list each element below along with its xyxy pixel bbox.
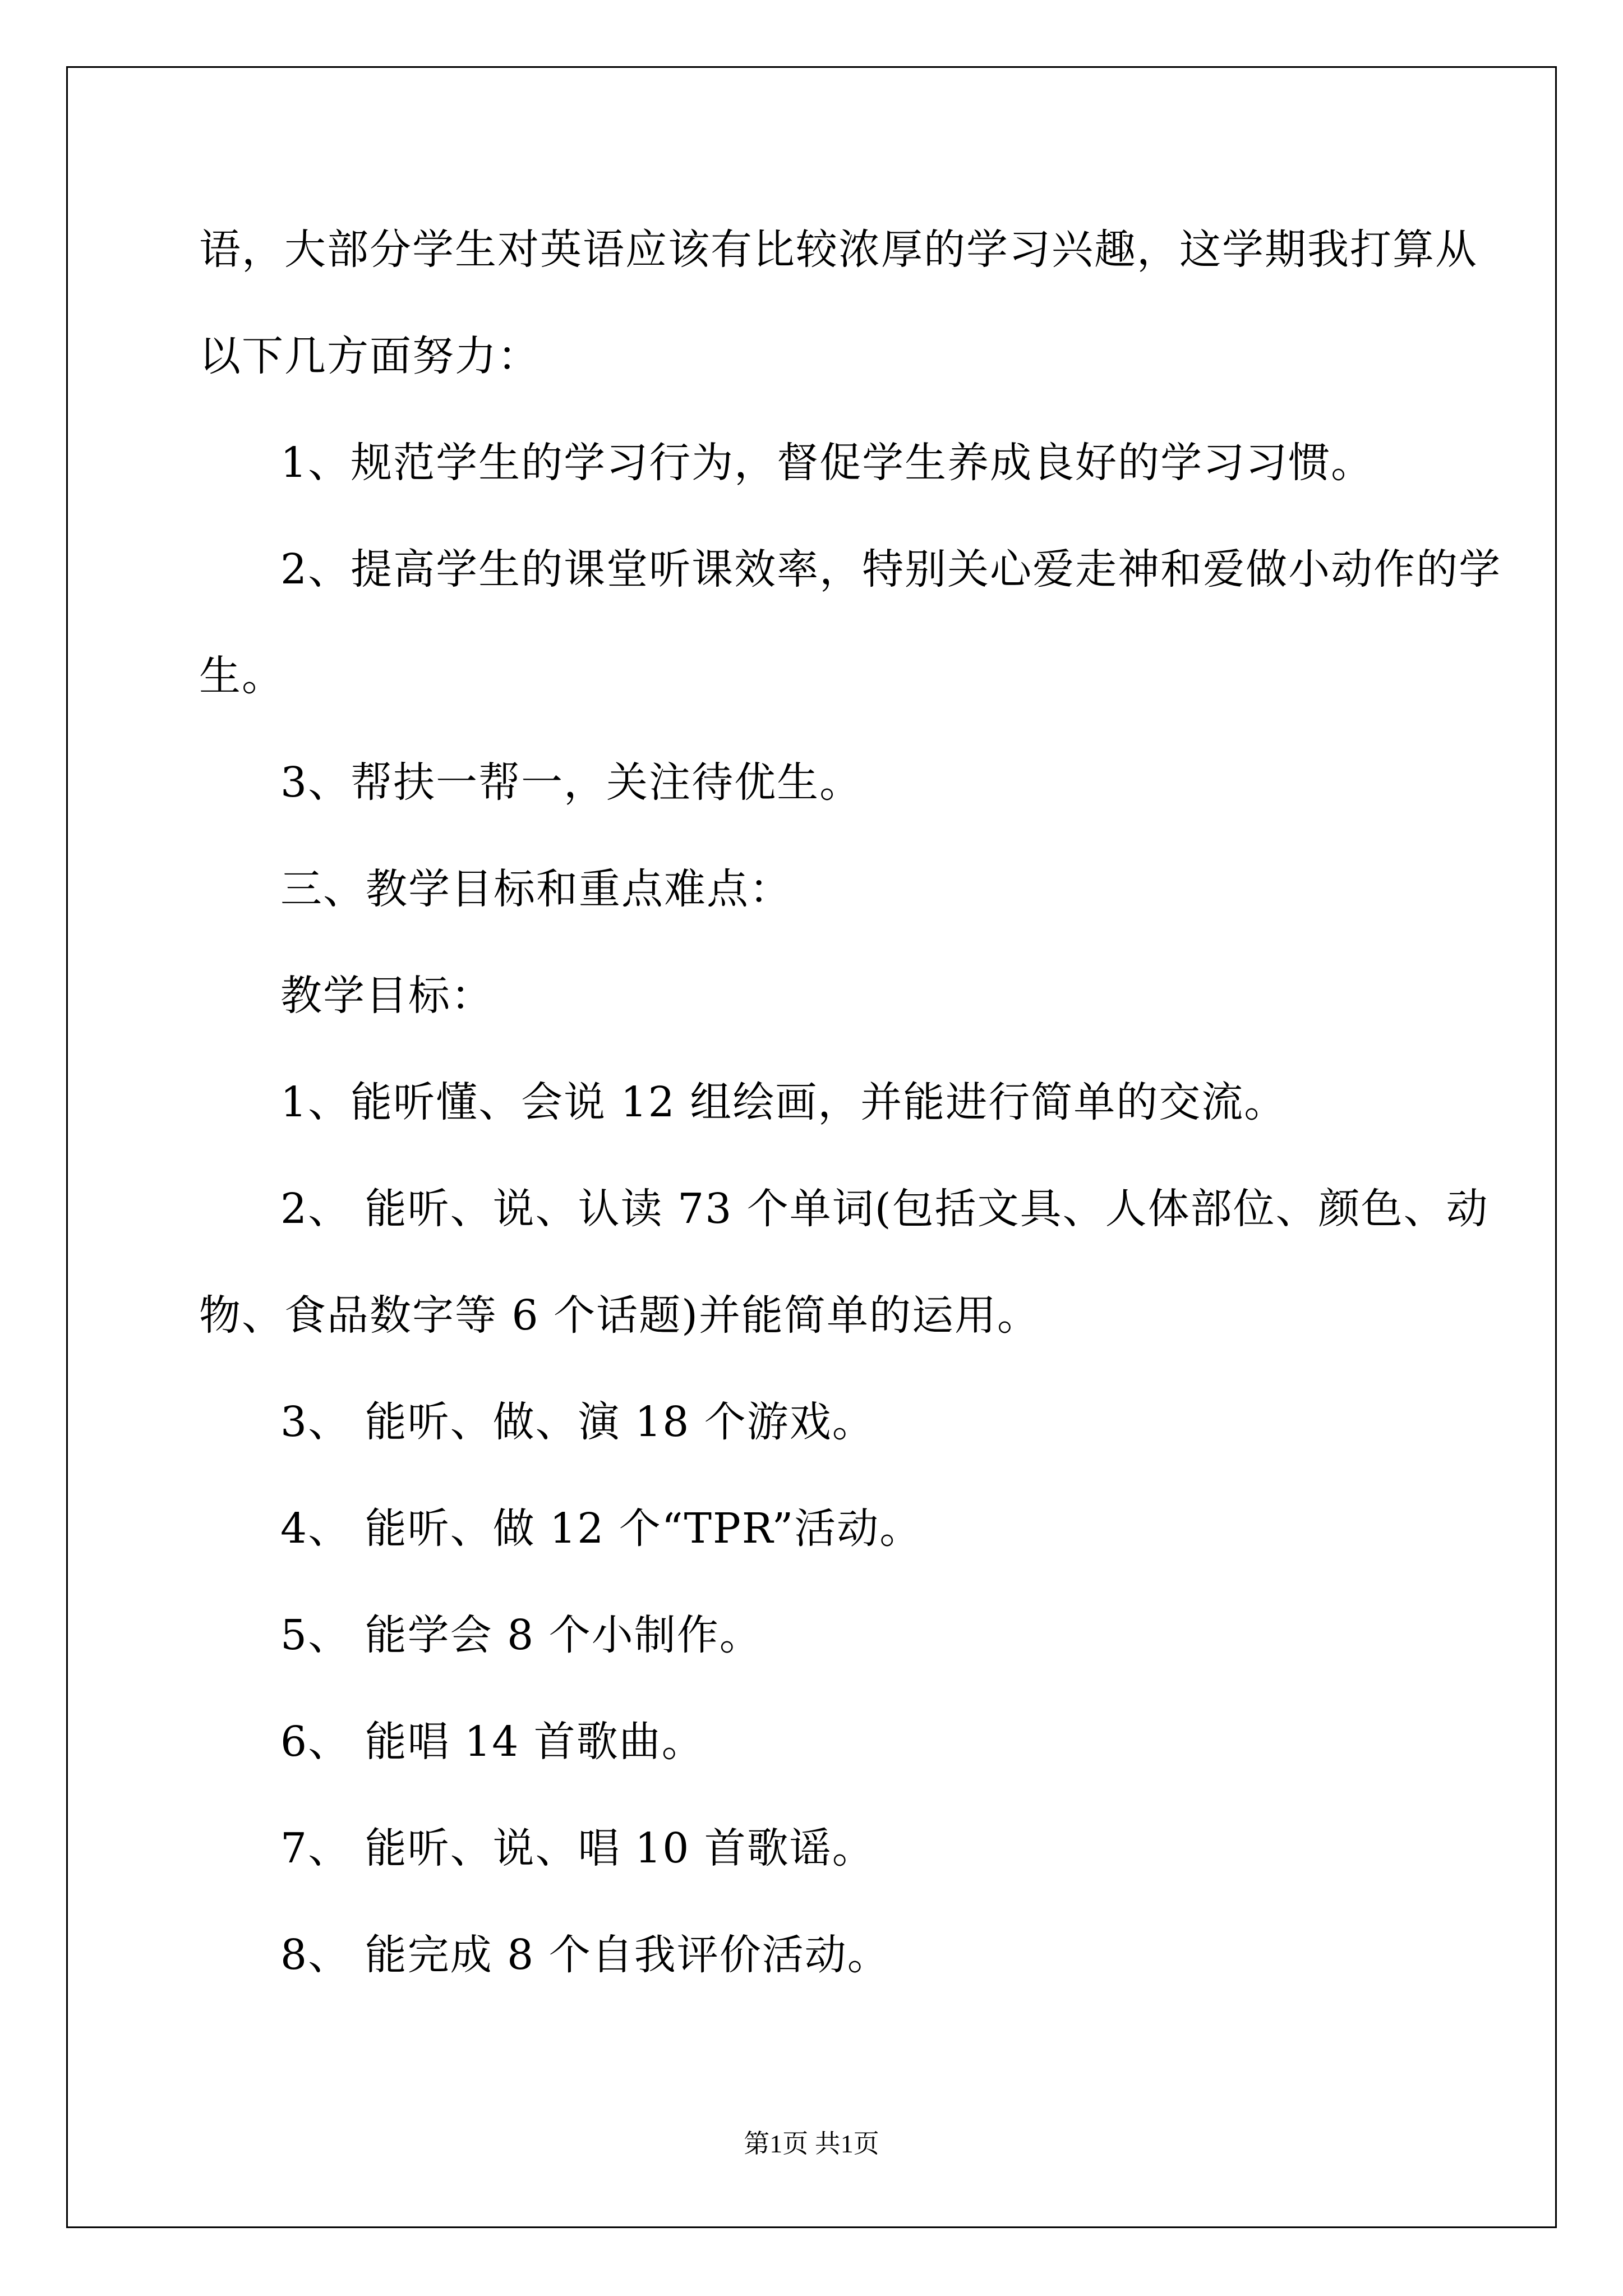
list-item: 6、 能唱 14 首歌曲。 xyxy=(280,1718,704,1766)
list-item: 3、帮扶一帮一，关注待优生。 xyxy=(280,758,863,807)
list-item: 5、 能学会 8 个小制作。 xyxy=(280,1611,762,1659)
section-heading: 三、教学目标和重点难点： xyxy=(280,865,792,913)
paragraph-line: 物、食品数字等 6 个话题)并能简单的运用。 xyxy=(199,1291,1040,1340)
paragraph-line: 以下几方面努力： xyxy=(199,332,540,380)
list-item: 8、 能完成 8 个自我评价活动。 xyxy=(280,1931,890,1979)
list-item: 1、规范学生的学习行为，督促学生养成良好的学习习惯。 xyxy=(280,439,1374,487)
list-item: 1、能听懂、会说 12 组绘画，并能进行简单的交流。 xyxy=(280,1078,1287,1126)
list-item: 3、 能听、做、演 18 个游戏。 xyxy=(280,1398,875,1446)
paragraph-line: 生。 xyxy=(199,652,284,700)
list-item: 2、 能听、说、认读 73 个单词(包括文具、人体部位、颜色、动 xyxy=(280,1185,1489,1233)
paragraph-line: 语，大部分学生对英语应该有比较浓厚的学习兴趣，这学期我打算从 xyxy=(199,226,1478,274)
list-item: 4、 能听、做 12 个“TPR”活动。 xyxy=(280,1504,923,1553)
list-item: 2、提高学生的课堂听课效率，特别关心爱走神和爱做小动作的学 xyxy=(280,545,1502,593)
subheading: 教学目标： xyxy=(280,972,494,1020)
page-footer: 第1页 共1页 xyxy=(744,2129,879,2158)
list-item: 7、 能听、说、唱 10 首歌谣。 xyxy=(280,1824,875,1872)
page-border xyxy=(66,66,1557,2228)
